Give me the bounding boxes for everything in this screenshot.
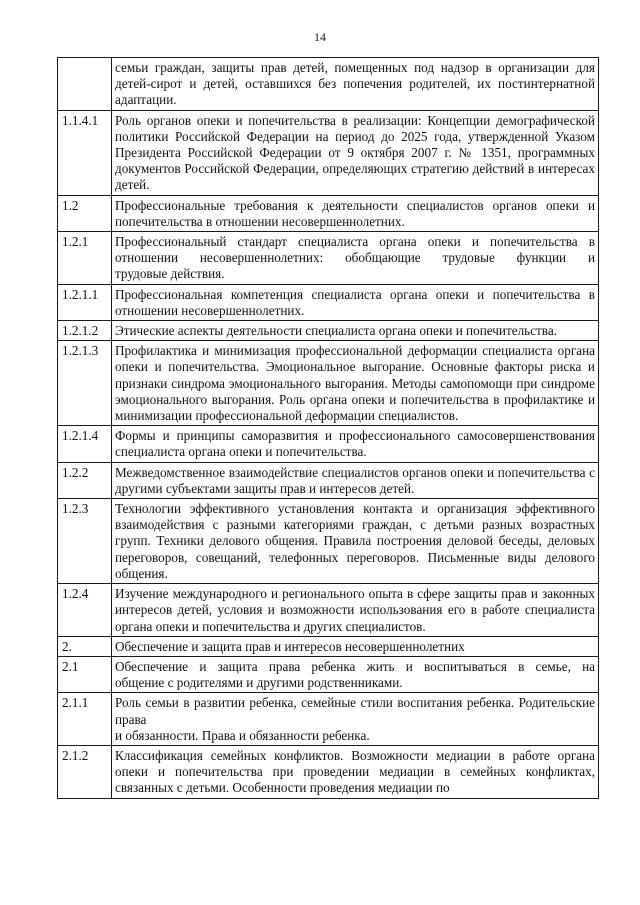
text-line: общение с родителями и другими родственниками. bbox=[115, 675, 403, 691]
row-text: Профилактика и минимизация профессиональной деформации специалиста органа опеки и попечительства. Эмоциональное выгорание. Основные факторы риска и признаки синдрома эмоционального выгорания. Методы самопомощи при синдроме эмоционального выгорания. Роль органа опеки и попечительства в профилактике и минимизации профессиональной деформации специалистов. bbox=[112, 341, 599, 426]
table-row bbox=[58, 693, 599, 746]
row-number: 1.2.1.2 bbox=[58, 321, 112, 341]
text-line: и обязанности. Права и обязанности ребенка. bbox=[115, 727, 370, 743]
table-row bbox=[58, 195, 599, 231]
row-number: 2. bbox=[58, 636, 112, 656]
row-text: Технологии эффективного установления контакта и организация эффективного взаимодействия с разными категориями граждан, с детьми разных возрастных групп. Техники делового общения. Правила построения деловой беседы, деловых переговоров, совещаний, телефонных переговоров. Письменные виды делового общения. bbox=[112, 499, 599, 584]
row-text: Этические аспекты деятельности специалиста органа опеки и попечительства. bbox=[112, 321, 599, 341]
row-number: 1.2.3 bbox=[58, 499, 112, 584]
row-number: 1.2.2 bbox=[58, 462, 112, 498]
row-text: Классификация семейных конфликтов. Возможности медиации в работе органа опеки и попечительства при проведении медиации в семейных конфликтах, связанных с детьми. Особенности проведения медиации по bbox=[112, 745, 599, 798]
table-row bbox=[58, 656, 599, 692]
table-row bbox=[58, 232, 599, 285]
row-text bbox=[112, 232, 599, 285]
table-row bbox=[58, 584, 599, 637]
row-number: 1.2.1.4 bbox=[58, 426, 112, 462]
row-number: 2.1.1 bbox=[58, 693, 112, 746]
row-text: Роль органов опеки и попечительства в реализации: Концепции демографической политики Российской Федерации на период до 2025 года, утвержденной Указом Президента Российской Федерации от 9 октября 2007 г. № 1351, программных документов Российской Федерации, определяющих стратегию действий в интересах детей. bbox=[112, 110, 599, 195]
row-number: 1.2.1.3 bbox=[58, 341, 112, 426]
table-row bbox=[58, 499, 599, 584]
row-text: Изучение международного и регионального опыта в сфере защиты прав и законных интересов детей, условия и возможности использования его в работе специалиста органа опеки и попечительства и других специалистов. bbox=[112, 584, 599, 637]
row-number: 1.2 bbox=[58, 195, 112, 231]
text-line: Профессиональный стандарт специалиста органа опеки и попечительства в bbox=[115, 234, 595, 250]
row-number: 1.2.1 bbox=[58, 232, 112, 285]
page-number: 14 bbox=[314, 30, 326, 44]
row-text: Профессиональная компетенция специалиста органа опеки и попечительства в отношении несовершеннолетних. bbox=[112, 284, 599, 320]
table-row bbox=[58, 284, 599, 320]
row-number: 1.2.4 bbox=[58, 584, 112, 637]
row-number: 1.1.4.1 bbox=[58, 110, 112, 195]
row-text: Обеспечение и защита прав и интересов несовершеннолетних bbox=[112, 636, 599, 656]
row-number: 2.1 bbox=[58, 656, 112, 692]
row-text bbox=[112, 656, 599, 692]
table-row bbox=[58, 110, 599, 195]
table-row bbox=[58, 462, 599, 498]
row-text: Межведомственное взаимодействие специалистов органов опеки и попечительства с другими субъектами защиты прав и интересов детей. bbox=[112, 462, 599, 498]
row-number: 2.1.2 bbox=[58, 745, 112, 798]
row-number bbox=[58, 58, 112, 111]
row-text: Профессиональные требования к деятельности специалистов органов опеки и попечительства в отношении несовершеннолетних. bbox=[112, 195, 599, 231]
table-row bbox=[58, 58, 599, 111]
row-text: семьи граждан, защиты прав детей, помещенных под надзор в организации для детей-сирот и детей, оставшихся без попечения родителей, их постинтернатной адаптации. bbox=[112, 58, 599, 111]
row-text: Формы и принципы саморазвития и профессионального самосовершенствования специалиста органа опеки и попечительства. bbox=[112, 426, 599, 462]
row-text bbox=[112, 693, 599, 746]
text-line: трудовые действия. bbox=[115, 266, 225, 282]
text-line: отношении несовершеннолетних: обобщающие трудовые функции и bbox=[115, 250, 595, 266]
table-row bbox=[58, 341, 599, 426]
table-body bbox=[58, 58, 599, 799]
table-row bbox=[58, 745, 599, 798]
table-row bbox=[58, 321, 599, 341]
table-row bbox=[58, 636, 599, 656]
table-row bbox=[58, 426, 599, 462]
row-number: 1.2.1.1 bbox=[58, 284, 112, 320]
text-line: Обеспечение и защита права ребенка жить и воспитываться в семье, на bbox=[115, 658, 595, 674]
text-line: Роль семьи в развитии ребенка, семейные стили воспитания ребенка. Родительские права bbox=[115, 695, 595, 727]
curriculum-table bbox=[57, 57, 599, 799]
